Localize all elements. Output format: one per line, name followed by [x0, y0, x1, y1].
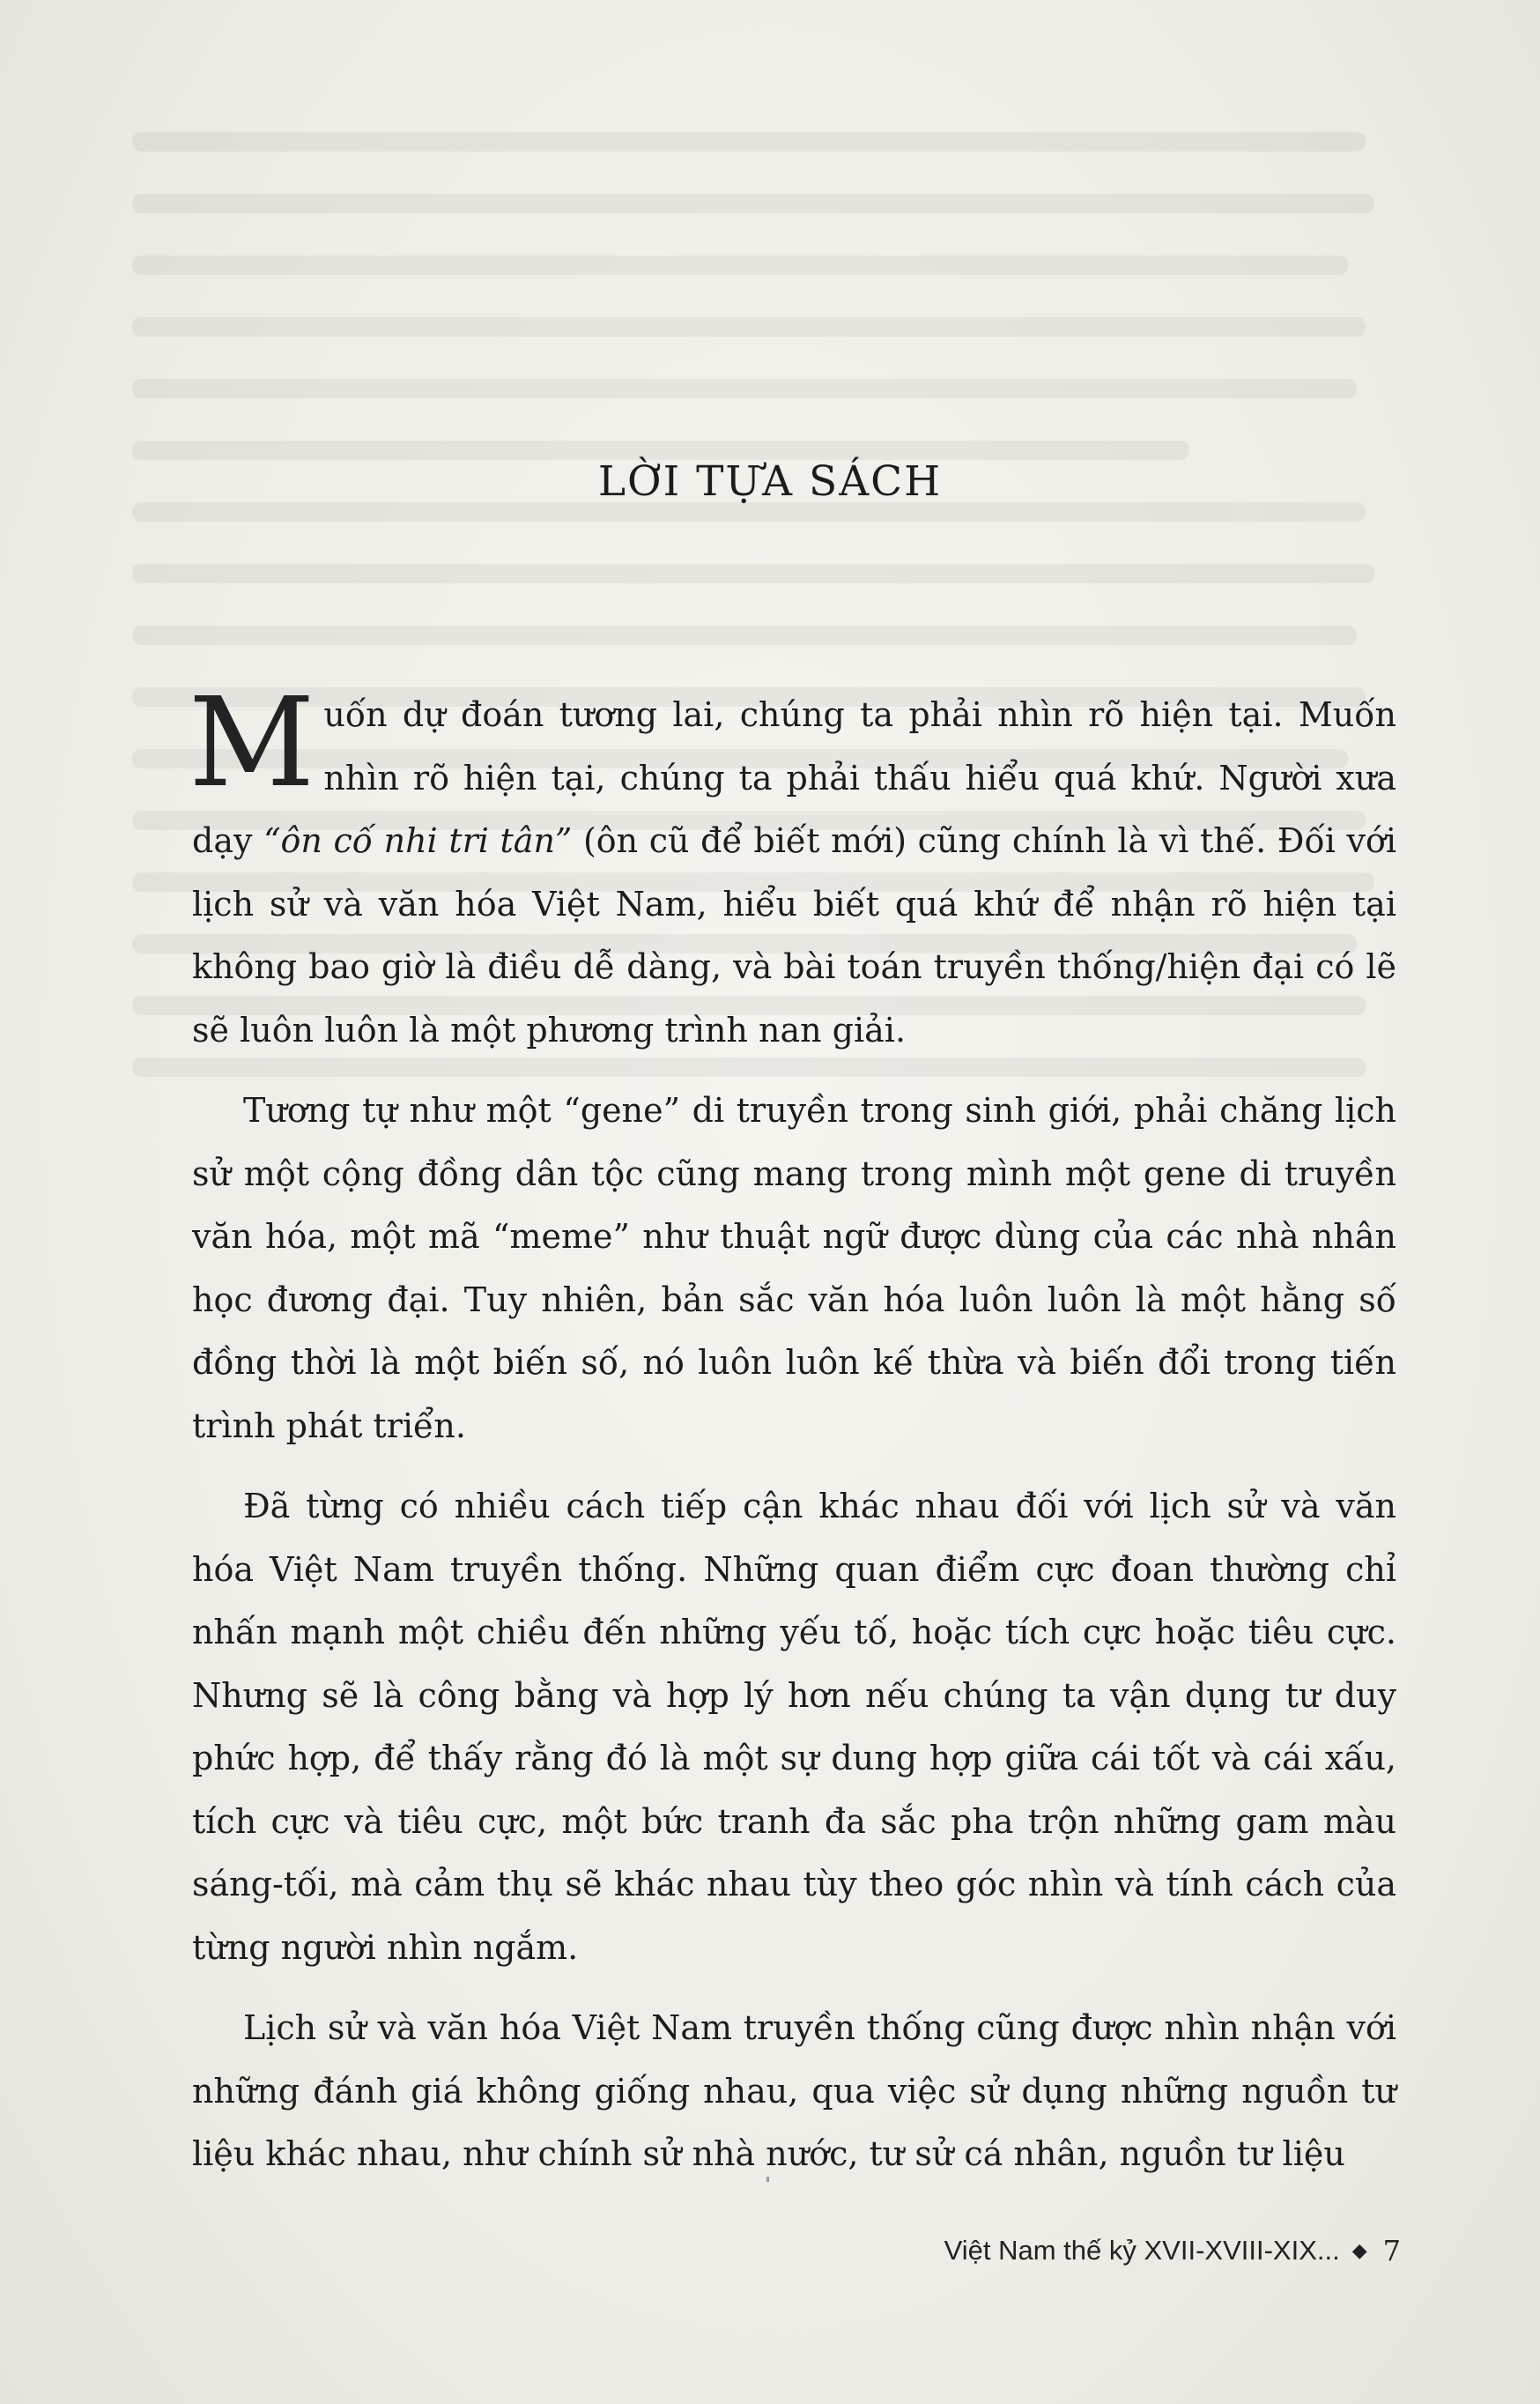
paragraph-1-text-b: (ôn cũ để biết mới) cũng chính là vì thế. Đối với lịch sử và văn hóa Việt Nam, hiểu biết quá khứ để nhận rõ hiện tại không bao giờ là điều dễ dàng, và bài toán truyền thống/hiện đại có lẽ sẽ luôn luôn là một phương trình nan giải.	[192, 821, 1396, 1050]
paragraph-1-italic-quote: “ôn cố nhi tri tân”	[263, 821, 573, 860]
diamond-separator-icon: ◆	[1351, 2239, 1367, 2261]
page-number: 7	[1382, 2234, 1401, 2267]
paragraph-1-text-a: uốn dự đoán tương lai, chúng ta phải nhìn rõ hiện tại. Muốn nhìn rõ hiện tại, chúng ta phải thấu hiểu quá khứ. Người xưa dạy	[192, 695, 1396, 860]
running-title: Việt Nam thế kỷ XVII-XVIII-XIX...	[944, 2235, 1340, 2266]
paragraph-1	[189, 671, 1396, 1062]
paragraph-2: Tương tự như một “gene” di truyền trong sinh giới, phải chăng lịch sử một cộng đồng dân tộc cũng mang trong mình một gene di truyền văn hóa, một mã “meme” như thuật ngữ được dùng của các nhà nhân học đương đại. Tuy nhiên, bản sắc văn hóa luôn luôn là một hằng số đồng thời là một biến số, nó luôn luôn kế thừa và biến đổi trong tiến trình phát triển.	[192, 1091, 1396, 1445]
paragraph-3: Đã từng có nhiều cách tiếp cận khác nhau đối với lịch sử và văn hóa Việt Nam truyền thống. Những quan điểm cực đoan thường chỉ nhấn mạnh một chiều đến những yếu tố, hoặc tích cực hoặc tiêu cực. Nhưng sẽ là công bằng và hợp lý hơn nếu chúng ta vận dụng tư duy phức hợp, để thấy rằng đó là một sự dung hợp giữa cái tốt và cái xấu, tích cực và tiêu cực, một bức tranh đa sắc pha trộn những gam màu sáng-tối, mà cảm thụ sẽ khác nhau tùy theo góc nhìn và tính cách của từng người nhìn ngắm.	[192, 1487, 1396, 1967]
page-title: LỜI TỰA SÁCH	[597, 457, 943, 507]
body-text	[189, 671, 1396, 2204]
paragraph-4: Lịch sử và văn hóa Việt Nam truyền thống cũng được nhìn nhận với những đánh giá không giống nhau, qua việc sử dụng những nguồn tư liệu khác nhau, như chính sử nhà nước, tư sử cá nhân, nguồn tư liệu	[192, 2008, 1396, 2173]
print-mark	[766, 2177, 769, 2182]
page-footer	[944, 2234, 1401, 2267]
drop-cap: M	[189, 671, 315, 815]
